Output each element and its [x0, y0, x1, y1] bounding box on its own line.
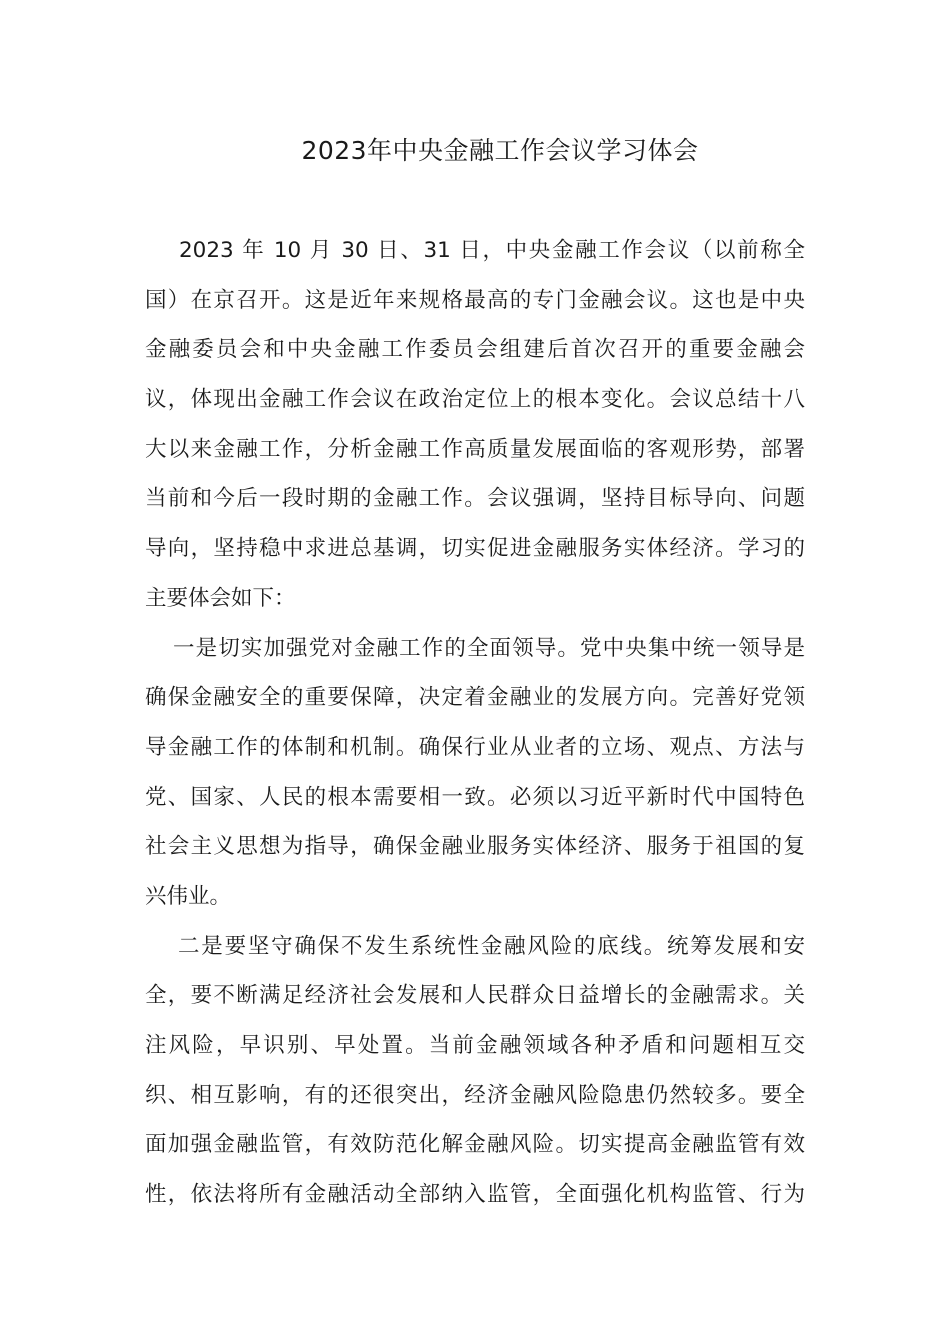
- document-body: [145, 226, 805, 1220]
- paragraph-1-line-1: 2023 年 10 月 30 日、31 日，中央金融工作会议（以前称全: [179, 238, 805, 263]
- paragraph-2-line-5: 社会主义思想为指导，确保金融业服务实体经济、服务于祖国的复: [145, 834, 805, 860]
- document-title: 2023年中央金融工作会议学习体会: [301, 136, 699, 165]
- paragraph-2-line-1: 一是切实加强党对金融工作的全面领导。党中央集中统一领导是: [173, 635, 805, 661]
- paragraph-1-line-5: 大以来金融工作，分析金融工作高质量发展面临的客观形势，部署: [145, 436, 805, 462]
- paragraph-3-line-4: 织、相互影响，有的还很突出，经济金融风险隐患仍然较多。要全: [145, 1082, 805, 1108]
- paragraph-1-line-4: 议，体现出金融工作会议在政治定位上的根本变化。会议总结十八: [145, 387, 805, 413]
- paragraph-1-line-7: 导向，坚持稳中求进总基调，切实促进金融服务实体经济。学习的: [145, 536, 805, 562]
- paragraph-3-line-6: 性，依法将所有金融活动全部纳入监管，全面强化机构监管、行为: [145, 1182, 805, 1208]
- paragraph-3-line-1: 二是要坚守确保不发生系统性金融风险的底线。统筹发展和安: [178, 933, 805, 959]
- paragraph-2-line-3: 导金融工作的体制和机制。确保行业从业者的立场、观点、方法与: [145, 734, 805, 760]
- paragraph-1-line-2: 国）在京召开。这是近年来规格最高的专门金融会议。这也是中央: [145, 287, 805, 313]
- paragraph-2-line-6: 兴伟业。: [145, 883, 232, 909]
- paragraph-2-line-4: 党、国家、人民的根本需要相一致。必须以习近平新时代中国特色: [145, 784, 805, 810]
- paragraph-3-line-2: 全，要不断满足经济社会发展和人民群众日益增长的金融需求。关: [145, 983, 805, 1009]
- paragraph-3-line-5: 面加强金融监管，有效防范化解金融风险。切实提高金融监管有效: [145, 1132, 805, 1158]
- paragraph-1-line-6: 当前和今后一段时期的金融工作。会议强调，坚持目标导向、问题: [145, 486, 805, 512]
- paragraph-1-line-3: 金融委员会和中央金融工作委员会组建后首次召开的重要金融会: [145, 337, 805, 363]
- paragraph-1-line-8: 主要体会如下：: [145, 585, 296, 611]
- paragraph-3-line-3: 注风险，早识别、早处置。当前金融领域各种矛盾和问题相互交: [145, 1033, 805, 1058]
- paragraph-2-line-2: 确保金融安全的重要保障，决定着金融业的发展方向。完善好党领: [145, 685, 805, 711]
